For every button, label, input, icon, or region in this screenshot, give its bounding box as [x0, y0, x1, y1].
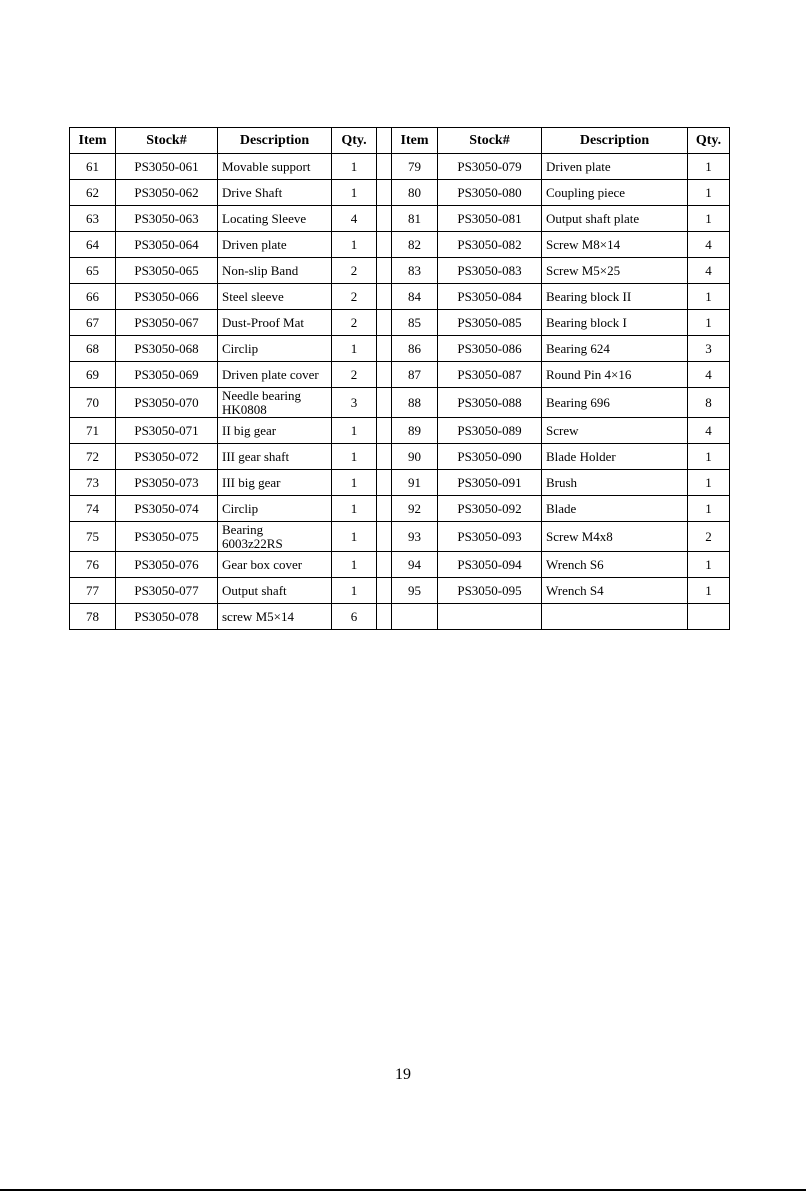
stock-number: PS3050-080 [438, 180, 542, 206]
part-description-line: 6003z22RS [222, 535, 283, 551]
part-description: Non-slip Band [218, 258, 332, 284]
stock-number: PS3050-061 [116, 154, 218, 180]
quantity: 1 [332, 180, 377, 206]
table-row [70, 522, 730, 552]
stock-number: PS3050-081 [438, 206, 542, 232]
column-gap [377, 180, 392, 206]
quantity: 3 [688, 336, 730, 362]
stock-number: PS3050-083 [438, 258, 542, 284]
stock-number: PS3050-079 [438, 154, 542, 180]
header-stock: Stock# [438, 128, 542, 154]
column-gap [377, 232, 392, 258]
stock-number: PS3050-062 [116, 180, 218, 206]
quantity: 1 [332, 496, 377, 522]
item-number: 71 [70, 418, 116, 444]
stock-number: PS3050-093 [438, 522, 542, 552]
stock-number: PS3050-085 [438, 310, 542, 336]
part-description: III big gear [218, 470, 332, 496]
item-number: 92 [392, 496, 438, 522]
quantity: 2 [332, 310, 377, 336]
part-description [542, 604, 688, 630]
part-description: Steel sleeve [218, 284, 332, 310]
item-number: 85 [392, 310, 438, 336]
table-row [70, 258, 730, 284]
quantity: 1 [332, 336, 377, 362]
table-row [70, 604, 730, 630]
stock-number: PS3050-071 [116, 418, 218, 444]
stock-number: PS3050-075 [116, 522, 218, 552]
stock-number: PS3050-077 [116, 578, 218, 604]
quantity: 1 [688, 310, 730, 336]
quantity: 2 [688, 522, 730, 552]
part-description: Gear box cover [218, 552, 332, 578]
item-number: 90 [392, 444, 438, 470]
page-number: 19 [395, 1066, 411, 1083]
part-description: Screw M5×25 [542, 258, 688, 284]
item-number: 76 [70, 552, 116, 578]
part-description-line: Needle bearing [222, 387, 302, 403]
column-gap [377, 258, 392, 284]
part-description [218, 522, 332, 552]
item-number: 80 [392, 180, 438, 206]
header-item: Item [70, 128, 116, 154]
item-number: 68 [70, 336, 116, 362]
stock-number: PS3050-068 [116, 336, 218, 362]
quantity: 1 [332, 154, 377, 180]
item-number: 91 [392, 470, 438, 496]
stock-number: PS3050-063 [116, 206, 218, 232]
part-description: Output shaft plate [542, 206, 688, 232]
stock-number: PS3050-084 [438, 284, 542, 310]
item-number: 88 [392, 388, 438, 418]
column-gap [377, 128, 392, 154]
column-gap [377, 362, 392, 388]
quantity: 1 [688, 578, 730, 604]
stock-number: PS3050-066 [116, 284, 218, 310]
part-description [218, 388, 332, 418]
item-number: 93 [392, 522, 438, 552]
item-number: 74 [70, 496, 116, 522]
stock-number: PS3050-073 [116, 470, 218, 496]
item-number: 89 [392, 418, 438, 444]
quantity: 1 [332, 578, 377, 604]
part-description: Circlip [218, 496, 332, 522]
header-qty: Qty. [688, 128, 730, 154]
table-row [70, 206, 730, 232]
part-description: Screw M4x8 [542, 522, 688, 552]
quantity: 1 [688, 496, 730, 522]
quantity: 6 [332, 604, 377, 630]
stock-number: PS3050-072 [116, 444, 218, 470]
quantity: 1 [688, 180, 730, 206]
item-number: 61 [70, 154, 116, 180]
stock-number: PS3050-089 [438, 418, 542, 444]
item-number: 86 [392, 336, 438, 362]
item-number: 72 [70, 444, 116, 470]
bottom-rule [0, 1189, 806, 1191]
part-description: Bearing block I [542, 310, 688, 336]
quantity: 1 [332, 470, 377, 496]
stock-number: PS3050-086 [438, 336, 542, 362]
table-row [70, 362, 730, 388]
column-gap [377, 470, 392, 496]
quantity: 4 [688, 418, 730, 444]
part-description: Movable support [218, 154, 332, 180]
table-row [70, 470, 730, 496]
stock-number: PS3050-067 [116, 310, 218, 336]
part-description: Output shaft [218, 578, 332, 604]
item-number: 87 [392, 362, 438, 388]
part-description-line: Bearing [222, 521, 264, 537]
stock-number: PS3050-095 [438, 578, 542, 604]
table-row [70, 444, 730, 470]
part-description: screw M5×14 [218, 604, 332, 630]
parts-list-table [69, 127, 730, 630]
quantity: 1 [332, 418, 377, 444]
table-row [70, 180, 730, 206]
part-description-line: HK0808 [222, 401, 267, 417]
column-gap [377, 336, 392, 362]
quantity: 2 [332, 362, 377, 388]
quantity [688, 604, 730, 630]
stock-number: PS3050-064 [116, 232, 218, 258]
table-row [70, 578, 730, 604]
part-description: Blade Holder [542, 444, 688, 470]
column-gap [377, 578, 392, 604]
part-description: Screw [542, 418, 688, 444]
quantity: 1 [688, 206, 730, 232]
item-number: 78 [70, 604, 116, 630]
part-description: Brush [542, 470, 688, 496]
stock-number: PS3050-091 [438, 470, 542, 496]
table-row [70, 154, 730, 180]
table-row [70, 336, 730, 362]
table-row [70, 232, 730, 258]
header-stock: Stock# [116, 128, 218, 154]
quantity: 4 [688, 232, 730, 258]
stock-number: PS3050-094 [438, 552, 542, 578]
item-number: 65 [70, 258, 116, 284]
item-number: 62 [70, 180, 116, 206]
part-description: III gear shaft [218, 444, 332, 470]
quantity: 2 [332, 258, 377, 284]
item-number: 79 [392, 154, 438, 180]
part-description: Round Pin 4×16 [542, 362, 688, 388]
header-description: Description [218, 128, 332, 154]
stock-number: PS3050-070 [116, 388, 218, 418]
item-number: 82 [392, 232, 438, 258]
quantity: 1 [688, 444, 730, 470]
part-description: Drive Shaft [218, 180, 332, 206]
quantity: 8 [688, 388, 730, 418]
column-gap [377, 444, 392, 470]
table-row [70, 418, 730, 444]
column-gap [377, 604, 392, 630]
part-description: Bearing 624 [542, 336, 688, 362]
item-number: 84 [392, 284, 438, 310]
column-gap [377, 522, 392, 552]
stock-number: PS3050-076 [116, 552, 218, 578]
item-number: 67 [70, 310, 116, 336]
item-number: 77 [70, 578, 116, 604]
stock-number: PS3050-092 [438, 496, 542, 522]
part-description: Driven plate cover [218, 362, 332, 388]
item-number: 66 [70, 284, 116, 310]
part-description: Wrench S6 [542, 552, 688, 578]
quantity: 4 [688, 258, 730, 284]
column-gap [377, 310, 392, 336]
part-description: Driven plate [542, 154, 688, 180]
quantity: 1 [332, 444, 377, 470]
part-description: Screw M8×14 [542, 232, 688, 258]
part-description: II big gear [218, 418, 332, 444]
table-row [70, 552, 730, 578]
column-gap [377, 206, 392, 232]
item-number: 95 [392, 578, 438, 604]
header-qty: Qty. [332, 128, 377, 154]
part-description: Wrench S4 [542, 578, 688, 604]
quantity: 4 [332, 206, 377, 232]
table-row [70, 284, 730, 310]
column-gap [377, 496, 392, 522]
stock-number: PS3050-082 [438, 232, 542, 258]
quantity: 2 [332, 284, 377, 310]
header-row [70, 128, 730, 154]
part-description: Blade [542, 496, 688, 522]
item-number: 94 [392, 552, 438, 578]
table-row [70, 388, 730, 418]
item-number: 63 [70, 206, 116, 232]
table-row [70, 310, 730, 336]
part-description: Circlip [218, 336, 332, 362]
part-description: Locating Sleeve [218, 206, 332, 232]
stock-number [438, 604, 542, 630]
stock-number: PS3050-088 [438, 388, 542, 418]
part-description: Dust-Proof Mat [218, 310, 332, 336]
quantity: 1 [332, 552, 377, 578]
item-number: 75 [70, 522, 116, 552]
quantity: 1 [688, 284, 730, 310]
table-row [70, 496, 730, 522]
item-number: 70 [70, 388, 116, 418]
quantity: 1 [688, 470, 730, 496]
item-number: 73 [70, 470, 116, 496]
item-number: 64 [70, 232, 116, 258]
quantity: 1 [332, 522, 377, 552]
column-gap [377, 154, 392, 180]
item-number: 83 [392, 258, 438, 284]
item-number [392, 604, 438, 630]
header-description: Description [542, 128, 688, 154]
quantity: 1 [688, 154, 730, 180]
stock-number: PS3050-065 [116, 258, 218, 284]
quantity: 1 [688, 552, 730, 578]
part-description: Driven plate [218, 232, 332, 258]
part-description: Coupling piece [542, 180, 688, 206]
quantity: 1 [332, 232, 377, 258]
column-gap [377, 388, 392, 418]
column-gap [377, 284, 392, 310]
header-item: Item [392, 128, 438, 154]
quantity: 3 [332, 388, 377, 418]
column-gap [377, 418, 392, 444]
column-gap [377, 552, 392, 578]
stock-number: PS3050-090 [438, 444, 542, 470]
item-number: 69 [70, 362, 116, 388]
quantity: 4 [688, 362, 730, 388]
stock-number: PS3050-074 [116, 496, 218, 522]
stock-number: PS3050-078 [116, 604, 218, 630]
part-description: Bearing 696 [542, 388, 688, 418]
stock-number: PS3050-069 [116, 362, 218, 388]
part-description: Bearing block II [542, 284, 688, 310]
stock-number: PS3050-087 [438, 362, 542, 388]
item-number: 81 [392, 206, 438, 232]
